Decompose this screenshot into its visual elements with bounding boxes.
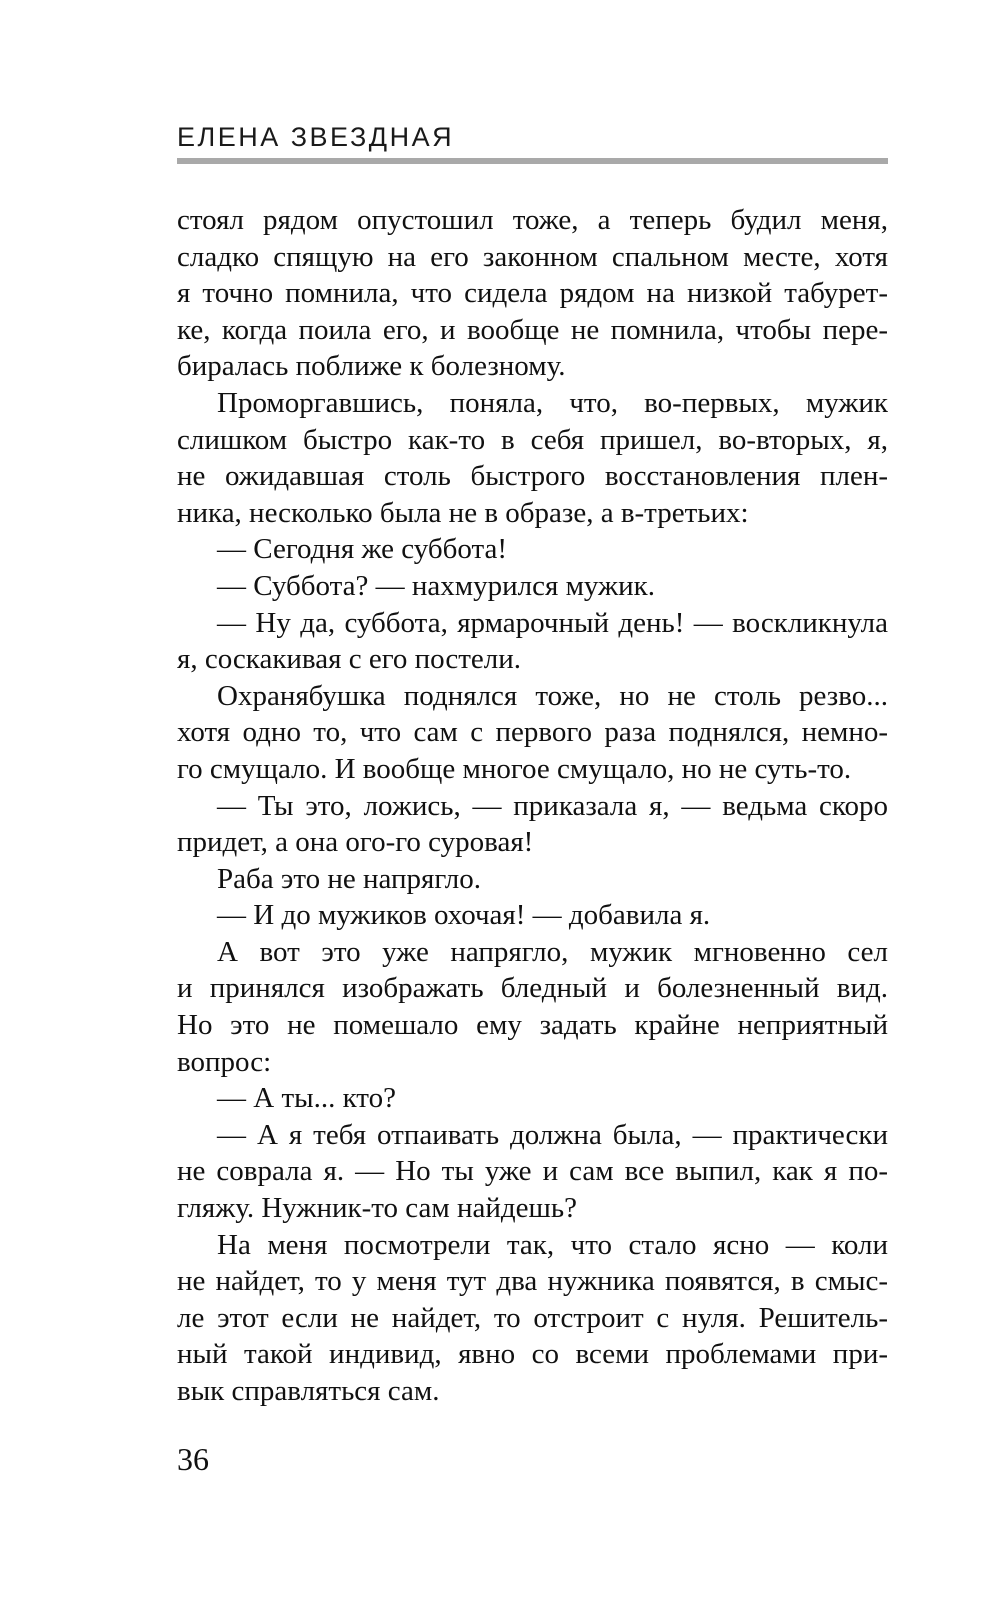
text-line: — А ты... кто?: [217, 1082, 396, 1115]
text-line: го смущало. И вообще многое смущало, но не суть-то.: [177, 752, 852, 785]
text-line: — Сегодня же суббота!: [217, 533, 508, 566]
text-line: я, соскакивая с его постели.: [177, 643, 522, 676]
text-line: Проморгавшись, поняла, что, во-первых, мужик: [217, 386, 888, 419]
text-line: ника, несколько была не в образе, а в-третьих:: [177, 496, 749, 529]
text-line: слишком быстро как-то в себя пришел, во-вторых, я,: [177, 423, 888, 456]
text-line: не соврала я. — Но ты уже и сам все выпил, как я по-: [177, 1155, 888, 1188]
text-line: сладко спящую на его законном спальном месте, хотя: [177, 240, 888, 273]
text-line: ле этот если не найдет, то отстроит с нуля. Решитель-: [177, 1301, 888, 1334]
text-line: биралась поближе к болезному.: [177, 350, 566, 383]
text-line: не ожидавшая столь быстрого восстановления плен-: [177, 460, 888, 493]
text-line: вопрос:: [177, 1045, 272, 1078]
text-line: А вот это уже напрягло, мужик мгновенно сел: [217, 935, 888, 968]
text-line: гляжу. Нужник-то сам найдешь?: [177, 1192, 577, 1225]
text-line: На меня посмотрели так, что стало ясно — коли: [217, 1228, 888, 1261]
text-line: стоял рядом опустошил тоже, а теперь будил меня,: [177, 204, 888, 236]
text-line: вык справляться сам.: [177, 1375, 440, 1407]
text-line: Но это не помешало ему задать крайне неприятный: [177, 1009, 888, 1042]
text-line: не найдет, то у меня тут два нужника появятся, в смыс-: [177, 1265, 888, 1298]
text-line: я точно помнила, что сидела рядом на низкой табурет-: [177, 277, 888, 310]
header-rule: [177, 158, 888, 164]
running-head-author: ЕЛЕНА ЗВЕЗДНАЯ: [177, 122, 455, 152]
text-line: придет, а она ого-го суровая!: [177, 826, 534, 859]
text-line: — Суббота? — нахмурился мужик.: [217, 569, 655, 602]
text-line: — А я тебя отпаивать должна была, — практически: [217, 1118, 888, 1151]
text-line: ный такой индивид, явно со всеми проблемами при-: [177, 1338, 888, 1371]
text-line: — Ты это, ложись, — приказала я, — ведьма скоро: [217, 789, 888, 822]
text-line: — И до мужиков охочая! — добавила я.: [217, 899, 711, 932]
page-number: 36: [177, 1441, 209, 1477]
text-line: и принялся изображать бледный и болезненный вид.: [177, 972, 888, 1005]
text-line: Раба это не напрягло.: [217, 862, 482, 895]
text-line: Охранябушка поднялся тоже, но не столь резво...: [217, 679, 888, 712]
text-line: хотя одно то, что сам с первого раза поднялся, немно-: [177, 716, 888, 749]
body-text: [177, 202, 888, 1410]
text-line: — Ну да, суббота, ярмарочный день! — воскликнула: [217, 606, 888, 639]
text-line: ке, когда поила его, и вообще не помнила, чтобы пере-: [177, 313, 888, 346]
